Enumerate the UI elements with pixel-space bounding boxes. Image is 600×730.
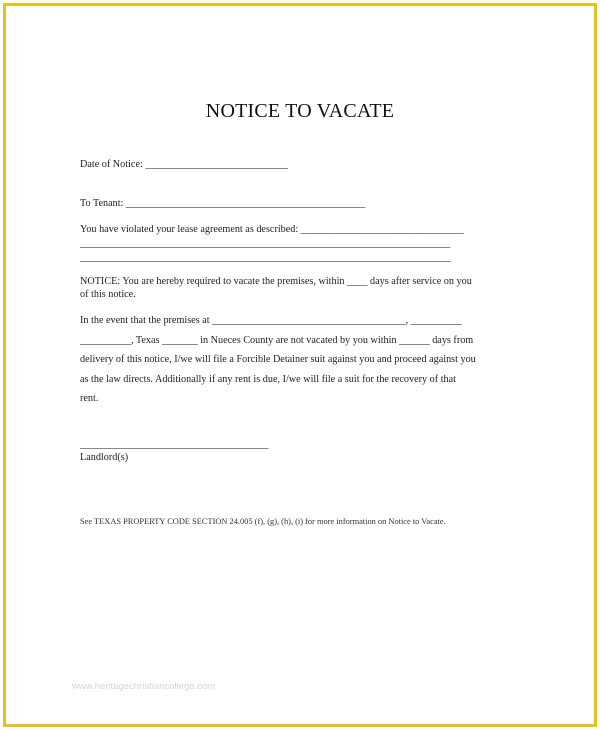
event-line-1: In the event that the premises at ______________________________________, __________: [80, 315, 462, 326]
event-line-2: __________, Texas _______ in Nueces County are not vacated by you within ______ days from: [80, 335, 474, 346]
document-title: NOTICE TO VACATE: [205, 100, 395, 122]
event-line-3: delivery of this notice, I/we will file a Forcible Detainer suit against you and proceed against you: [80, 354, 476, 365]
violation-line-2: ______________________________________________________________________________: [80, 238, 451, 249]
to-tenant-line: To Tenant: _______________________________________________: [80, 198, 366, 209]
watermark-text: www.heritagechristiancollege.com: [72, 681, 216, 692]
violation-line-1: You have violated your lease agreement as described: ________________________________: [80, 224, 464, 235]
date-of-notice-line: Date of Notice: ____________________________: [80, 159, 288, 170]
violation-line-3: ______________________________________________________________________________: [80, 252, 451, 263]
notice-line-1: NOTICE: You are hereby required to vacate the premises, within ____ days after service on you: [80, 276, 472, 287]
signature-line: _____________________________________: [80, 439, 269, 450]
landlord-signature-label: Landlord(s): [80, 452, 129, 463]
event-line-5: rent.: [80, 393, 99, 404]
property-code-footnote: See TEXAS PROPERTY CODE SECTION 24.005 (f), (g), (h), (i) for more information on Notice to Vacate.: [80, 517, 446, 526]
event-line-4: as the law directs. Additionally if any rent is due, I/we will file a suit for the recovery of that: [80, 374, 456, 385]
notice-line-2: of this notice.: [80, 289, 136, 300]
